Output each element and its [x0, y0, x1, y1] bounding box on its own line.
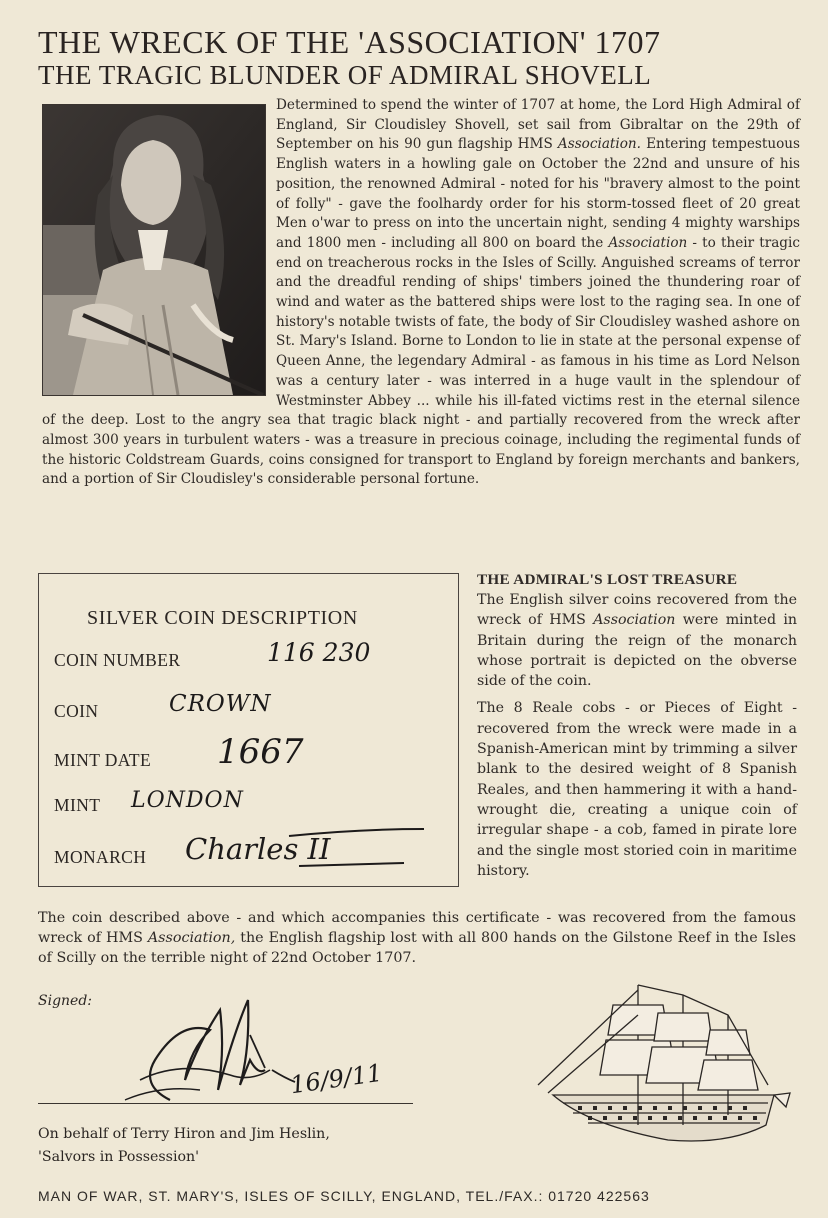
mint-date-label: MINT DATE — [54, 750, 152, 770]
monarch-label: MONARCH — [54, 847, 147, 867]
signed-label: Signed: — [38, 993, 93, 1009]
ship-name: Association. — [557, 136, 641, 153]
page-subtitle: THE TRAGIC BLUNDER OF ADMIRAL SHOVELL — [38, 60, 652, 90]
treasure-text: The English silver coins recovered from the wreck of HMS — [477, 592, 797, 629]
intro-part-2: Entering tempestuous English waters in a howling gale on October the 22nd and unsure of his position, the renowned Admiral - noted for his "bravery almost to the point of folly" - gave the foolhardy order for his storm-tossed fleet of 20 great Men o'war to press on into the uncertain night, sending 4 mighty warships and 1800 men - including all 800 on board the — [276, 136, 801, 251]
salvors-line: 'Salvors in Possession' — [38, 1149, 200, 1165]
mint-date-value: 1667 — [217, 732, 304, 772]
page-title: THE WRECK OF THE 'ASSOCIATION' 1707 — [38, 24, 661, 60]
signature — [100, 990, 420, 1120]
signature-line — [38, 1103, 413, 1104]
mint-value: LONDON — [131, 788, 244, 813]
certificate-text: the English flagship lost with all 800 hands on the Gilstone Reef in the Isles of Scilly on the terrible night of 22nd October 1707. — [38, 930, 796, 966]
coin-type-label: COIN — [54, 701, 99, 721]
coin-description-box — [38, 573, 459, 887]
monarch-value: Charles II — [185, 832, 331, 866]
coin-box-title: SILVER COIN DESCRIPTION — [87, 607, 358, 629]
treasure-paragraph-2: The 8 Reale cobs - or Pieces of Eight - recovered from the wreck were made in a Spanish-American mint by trimming a silver blank to the desired weight of 8 Spanish Reales, and then hammering it with a hand-wrought die, creating a unique coin of irregular shape - a cob, famed in pirate lore and the single most storied coin in maritime history. — [477, 700, 797, 879]
treasure-heading: THE ADMIRAL'S LOST TREASURE — [477, 571, 738, 588]
intro-text — [42, 96, 800, 490]
on-behalf-block — [38, 1123, 330, 1169]
ship-name: Association — [608, 234, 688, 251]
on-behalf-line: On behalf of Terry Hiron and Jim Heslin, — [38, 1126, 330, 1142]
coin-number-label: COIN NUMBER — [54, 650, 181, 670]
coin-type-value: CROWN — [169, 691, 272, 717]
portrait-space — [42, 96, 276, 396]
coin-number-value: 116 230 — [267, 638, 371, 667]
mint-label: MINT — [54, 795, 101, 815]
intro-part-1: Determined to spend the winter of 1707 at home, the Lord High Admiral of England, Sir Cloudisley Shovell, set sail from Gibraltar on the 29th of September on his 90 gun flagship HMS — [276, 97, 800, 153]
footer-address: MAN OF WAR, ST. MARY'S, ISLES OF SCILLY, ENGLAND, TEL./FAX.: 01720 422563 — [38, 1188, 650, 1204]
lost-treasure-section — [477, 570, 797, 888]
treasure-paragraph-1 — [477, 590, 797, 691]
intro-part-3: - to their tragic end on treacherous rocks in the Isles of Scilly. Anguished screams of terror and the dreadful rending of ships' timbers joined the thundering roar of wind and water as the battered ships were lost to the raging sea. In one of history's notable twists of fate, the body of Sir Cloudisley washed ashore on St. Mary's Island. Borne to London to lie in state at the personal expense of Queen Anne, the legendary Admiral - as famous in his time as Lord Nelson was a century later - was interred in a huge vault in the splendour of Westminster Abbey ... while his ill-fated victims rest in the eternal silence of the deep. Lost to the angry sea that tragic black night - and partially recovered from the wreck after almost 300 years in turbulent waters - was a treasure in precious coinage, including the regimental funds of the historic Coldstream Guards, coins consigned for transport to England by foreign merchants and bankers, and a portion of Sir Cloudisley's considerable personal fortune. — [42, 234, 800, 488]
certificate-text: The coin described above - and which accompanies this certificate - was recovered from the famous wreck of HMS — [38, 910, 796, 946]
ship-name: Association, — [147, 930, 236, 946]
certificate-statement — [38, 908, 796, 968]
ship-name: Association — [593, 612, 676, 629]
ship-illustration — [528, 975, 798, 1175]
monarch-underline — [39, 574, 460, 888]
signature-date: 16/9/11 — [288, 1058, 385, 1100]
treasure-text: were minted in Britain during the reign of the monarch whose portrait is depicted on the obverse side of the coin. — [477, 612, 798, 690]
